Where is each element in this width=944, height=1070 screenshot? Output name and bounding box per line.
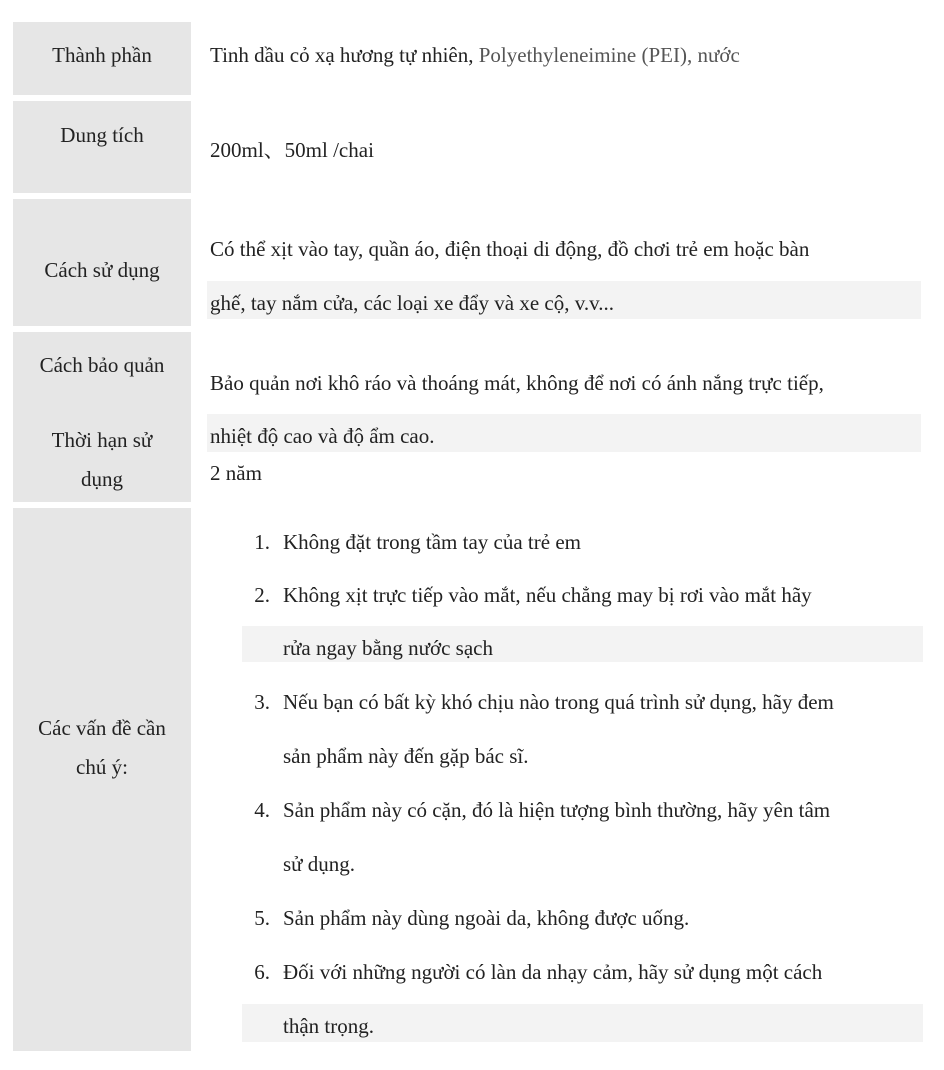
ingredients-value — [210, 40, 740, 71]
notes-label-line-2: chú ý: — [76, 755, 128, 779]
ingredients-label: Thành phần — [52, 43, 152, 67]
note-line: sử dụng. — [283, 852, 356, 876]
shelf-life-value: 2 năm — [210, 461, 262, 485]
capacity-label: Dung tích — [60, 123, 144, 147]
note-number: 2. — [254, 583, 270, 607]
note-line: Nếu bạn có bất kỳ khó chịu nào trong quá trình sử dụng, hãy đem — [283, 690, 834, 714]
usage-label: Cách sử dụng — [44, 258, 160, 282]
usage-line-2: ghế, tay nắm cửa, các loại xe đẩy và xe cộ, v.v... — [210, 291, 614, 315]
note-number: 4. — [254, 798, 270, 822]
note-line: sản phẩm này đến gặp bác sĩ. — [283, 744, 529, 768]
note-line: Đối với những người có làn da nhạy cảm, hãy sử dụng một cách — [283, 960, 823, 984]
usage-line-1: Có thể xịt vào tay, quần áo, điện thoại di động, đồ chơi trẻ em hoặc bàn — [210, 237, 810, 261]
ingredients-value-part2: Polyethyleneimine (PEI), nước — [478, 43, 740, 67]
storage-line-1: Bảo quản nơi khô ráo và thoáng mát, không để nơi có ánh nắng trực tiếp, — [210, 371, 824, 395]
note-line: Sản phẩm này dùng ngoài da, không được uống. — [283, 906, 690, 930]
notes-label-line-1: Các vấn đề cần — [38, 716, 166, 740]
note-number: 6. — [254, 960, 270, 984]
shelf-life-label-line-2: dụng — [81, 467, 123, 491]
shelf-life-label-line-1: Thời hạn sử — [51, 428, 153, 452]
note-number: 1. — [254, 530, 270, 554]
note-line: Không đặt trong tầm tay của trẻ em — [283, 530, 581, 554]
capacity-value: 200ml、50ml /chai — [210, 138, 374, 162]
note-number: 3. — [254, 690, 270, 714]
note-line: rửa ngay bằng nước sạch — [283, 636, 493, 660]
note-number: 5. — [254, 906, 270, 930]
ingredients-value-part1: Tinh dầu cỏ xạ hương tự nhiên, — [210, 43, 479, 67]
storage-line-2: nhiệt độ cao và độ ẩm cao. — [210, 424, 435, 448]
storage-label: Cách bảo quản — [39, 353, 165, 377]
note-line: thận trọng. — [283, 1014, 374, 1038]
note-line: Sản phẩm này có cặn, đó là hiện tượng bình thường, hãy yên tâm — [283, 798, 831, 822]
note-line: Không xịt trực tiếp vào mắt, nếu chẳng may bị rơi vào mắt hãy — [283, 583, 812, 607]
